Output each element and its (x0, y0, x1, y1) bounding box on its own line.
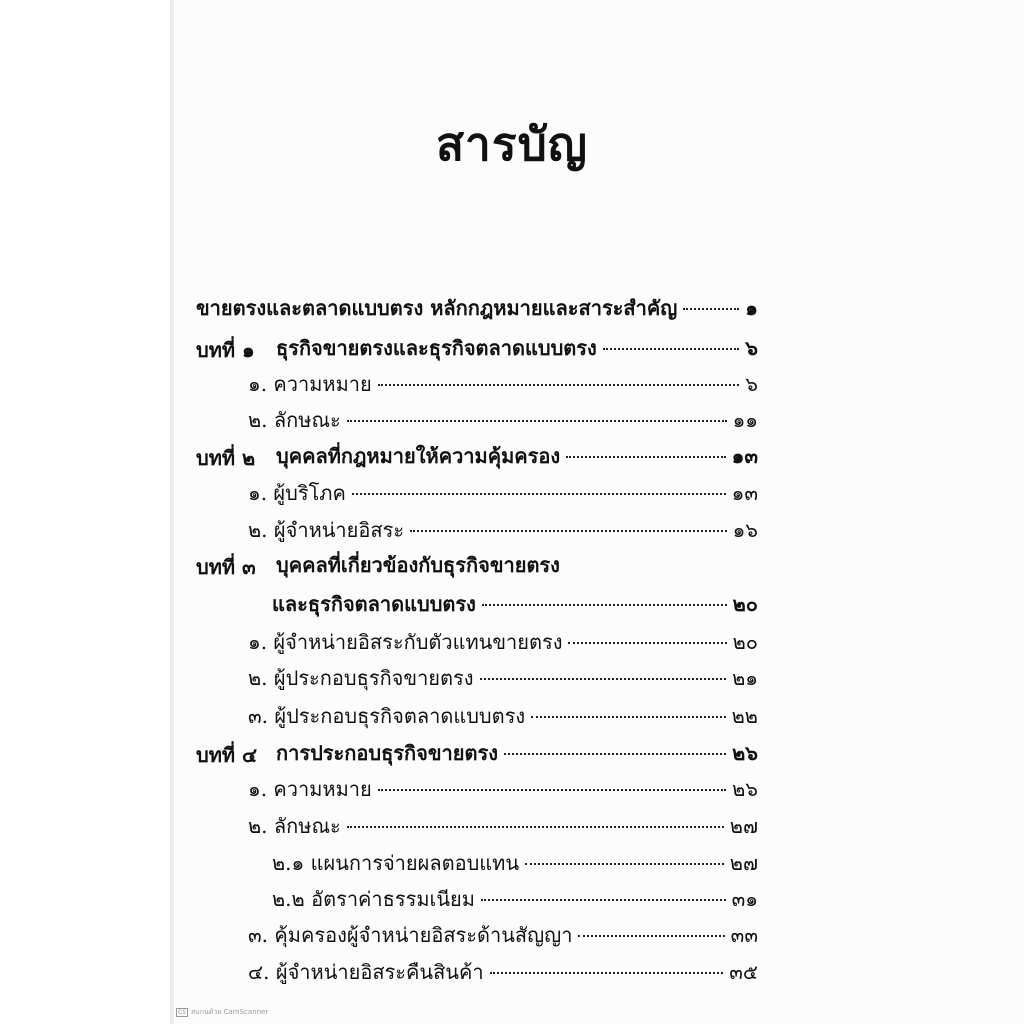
dot-leader (683, 308, 739, 310)
chapter-label: บทที่ ๒ (196, 446, 256, 470)
toc-entry[interactable] (248, 477, 758, 509)
toc-page-number: ๓๕ (729, 960, 758, 984)
toc-page-number: ๑๓ (731, 481, 758, 505)
dot-leader (481, 899, 726, 901)
toc-entry-title: ๒. ลักษณะ (248, 814, 341, 838)
toc-page-number: ๖ (745, 372, 758, 396)
scanner-watermark (176, 1007, 268, 1018)
dot-leader (480, 678, 727, 680)
camscanner-icon: CS (178, 1009, 186, 1016)
toc-page-number: ๑๓ (731, 444, 758, 468)
toc-entry-title: ๓. คุ้มครองผู้จำหน่ายอิสระด้านสัญญา (248, 923, 573, 947)
dot-leader (568, 642, 726, 644)
toc-entry-title: ๑. ผู้จำหน่ายอิสระกับตัวแทนขายตรง (248, 630, 563, 654)
dot-leader (482, 604, 727, 606)
dot-leader (578, 935, 724, 937)
toc-entry-title: ๑. ผู้บริโภค (248, 481, 346, 505)
toc-page-number: ๓๑ (731, 887, 758, 911)
toc-entry-title: ๔. ผู้จำหน่ายอิสระคืนสินค้า (248, 960, 484, 984)
toc-entry-title: ๓. ผู้ประกอบธุรกิจตลาดแบบตรง (248, 704, 526, 728)
dot-leader (347, 826, 724, 828)
toc-entry[interactable] (248, 514, 758, 546)
dot-leader (410, 530, 727, 532)
page-title: สารบัญ (435, 117, 588, 171)
chapter-label: บทที่ ๔ (196, 743, 258, 767)
toc-entry[interactable] (248, 368, 758, 400)
toc-entry-title: ๑. ความหมาย (248, 372, 372, 396)
toc-entry-title: ๒. ผู้จำหน่ายอิสระ (248, 518, 405, 542)
toc-page-number: ๒๒ (731, 704, 758, 728)
toc-page-number: ๑ (745, 296, 758, 320)
toc-entry-title: ๑. ความหมาย (248, 777, 372, 801)
toc-entry-title: ธุรกิจขายตรงและธุรกิจตลาดแบบตรง (276, 336, 597, 360)
dot-leader (378, 789, 726, 791)
toc-entry[interactable] (276, 440, 758, 472)
toc-entry[interactable] (248, 810, 758, 842)
toc-entry[interactable] (272, 847, 758, 879)
dot-leader (525, 863, 724, 865)
toc-entry-title: ขายตรงและตลาดแบบตรง หลักกฎหมายและสาระสำคัญ (196, 296, 678, 320)
toc-page-number: ๓๓ (730, 923, 758, 947)
chapter-label: บทที่ ๑ (196, 338, 255, 362)
toc-entry[interactable] (272, 588, 758, 620)
toc-entry[interactable] (248, 404, 758, 436)
toc-page-number: ๒๑ (732, 666, 758, 690)
dot-leader (347, 420, 727, 422)
dot-leader (531, 716, 726, 718)
toc-page-number: ๒๗ (729, 851, 758, 875)
toc-page-number: ๑๖ (732, 518, 758, 542)
toc-page-number: ๒๖ (732, 777, 758, 801)
toc-page-number: ๑๑ (732, 408, 758, 432)
toc-entry[interactable] (196, 292, 758, 324)
toc-entry-title: และธุรกิจตลาดแบบตรง (272, 592, 476, 616)
toc-entry[interactable] (248, 956, 758, 988)
chapter-label: บทที่ ๓ (196, 555, 256, 579)
toc-entry-title: การประกอบธุรกิจขายตรง (276, 741, 498, 765)
dot-leader (603, 348, 739, 350)
toc-page-number: ๖ (745, 336, 758, 360)
toc-entry[interactable] (276, 737, 758, 769)
toc-entry[interactable] (248, 626, 758, 658)
toc-page-number: ๒๐ (732, 630, 758, 654)
toc-entry[interactable] (248, 662, 758, 694)
dot-leader (504, 753, 726, 755)
toc-entry[interactable] (248, 773, 758, 805)
dot-leader (566, 456, 725, 458)
toc-entry-title: บุคคลที่เกี่ยวข้องกับธุรกิจขายตรง (276, 553, 560, 577)
toc-entry[interactable] (276, 332, 758, 364)
toc-entry[interactable] (248, 919, 758, 951)
toc-entry-title: ๒.๑ แผนการจ่ายผลตอบแทน (272, 851, 520, 875)
toc-entry-title: บุคคลที่กฎหมายให้ความคุ้มครอง (276, 444, 561, 468)
dot-leader (490, 972, 724, 974)
dot-leader (378, 384, 740, 386)
toc-entry-title: ๒. ผู้ประกอบธุรกิจขายตรง (248, 666, 474, 690)
toc-page-number: ๒๗ (729, 814, 758, 838)
watermark-text: สแกนด้วย CamScanner (191, 1008, 269, 1016)
toc-page-number: ๒๖ (732, 741, 758, 765)
toc-entry-title: ๒. ลักษณะ (248, 408, 341, 432)
dot-leader (352, 493, 726, 495)
toc-entry[interactable] (276, 549, 560, 581)
toc-entry[interactable] (248, 700, 758, 732)
toc-entry-title: ๒.๒ อัตราค่าธรรมเนียม (272, 887, 475, 911)
toc-entry[interactable] (272, 883, 758, 915)
toc-page-number: ๒๐ (732, 592, 758, 616)
